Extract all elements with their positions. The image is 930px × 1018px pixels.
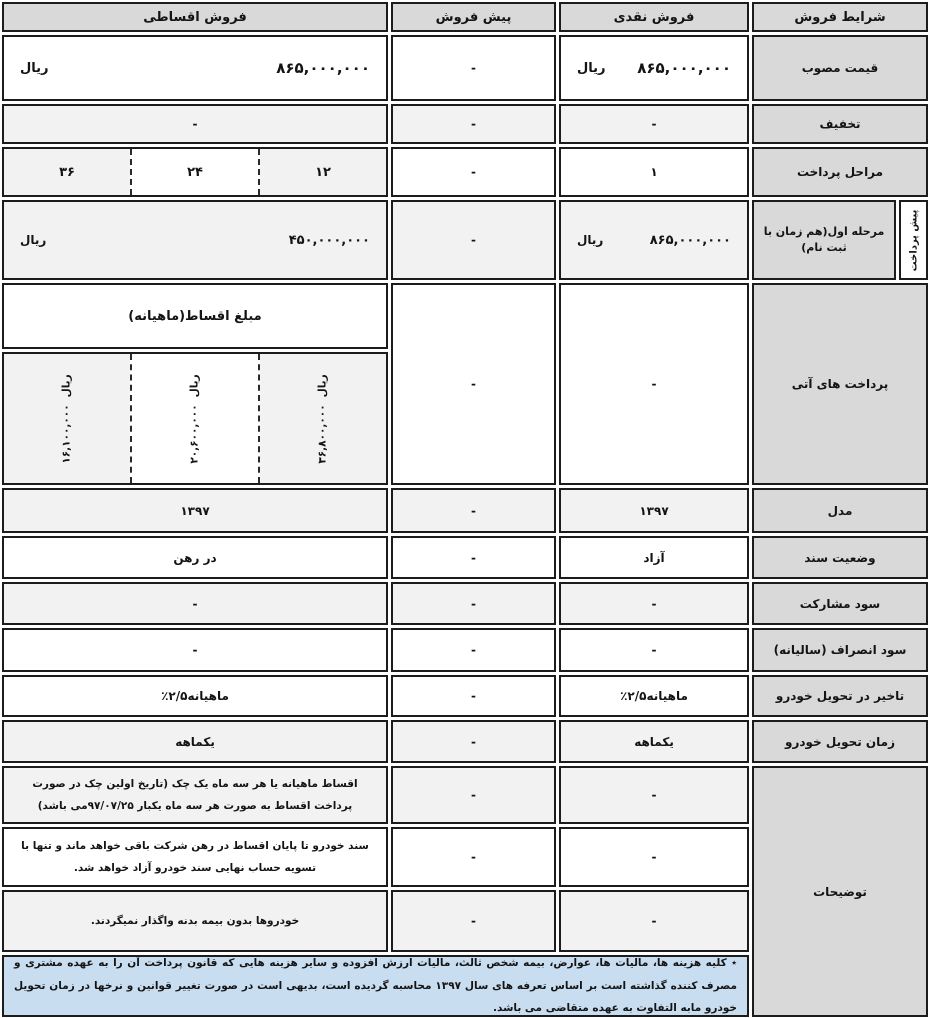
plan-12-monthly-amount	[260, 354, 386, 483]
header-presale: پیش فروش	[391, 2, 556, 32]
participation-profit-label: سود مشارکت	[752, 582, 928, 625]
participation-profit-row	[2, 582, 928, 625]
notes-area	[2, 766, 749, 1017]
participation-profit-presale: -	[391, 582, 556, 625]
down-payment-presale: -	[391, 200, 556, 280]
plan-24-monthly-amount	[130, 354, 260, 483]
delivery-time-presale: -	[391, 720, 556, 763]
currency-label: ریال	[189, 373, 202, 397]
down-payment-side-label	[899, 200, 928, 280]
future-payments-presale: -	[391, 283, 556, 485]
monthly-installment-amounts	[2, 352, 388, 485]
delivery-delay-cash	[559, 675, 749, 717]
note-1-presale: -	[391, 766, 556, 824]
document-status-presale: -	[391, 536, 556, 579]
participation-profit-cash: -	[559, 582, 749, 625]
discount-installment: -	[2, 104, 388, 144]
future-payments-installment-area	[2, 283, 388, 485]
approved-price-installment	[2, 35, 388, 101]
footnote-row	[2, 955, 749, 1017]
payment-stages-presale: -	[391, 147, 556, 197]
header-installment-sale: فروش اقساطی	[2, 2, 388, 32]
model-installment: ۱۳۹۷	[2, 488, 388, 533]
down-payment-side-label-text: پیش پرداخت	[907, 209, 919, 271]
down-payment-row	[2, 200, 928, 280]
plan-24-months: ۲۴	[130, 149, 260, 195]
payment-stages-cash: ۱	[559, 147, 749, 197]
model-presale: -	[391, 488, 556, 533]
note-2-cash: -	[559, 827, 749, 887]
future-payments-label: پرداخت های آتی	[752, 283, 928, 485]
currency-label: ریال	[20, 233, 47, 247]
currency-label: ریال	[61, 373, 74, 397]
down-payment-label: مرحله اول(هم زمان با ثبت نام)	[752, 200, 896, 280]
monthly-installment-amount-header: مبلغ اقساط(ماهیانه)	[2, 283, 388, 349]
notes-section	[2, 766, 928, 1017]
currency-label: ریال	[317, 373, 330, 397]
discount-row	[2, 104, 928, 144]
approved-price-label: قیمت مصوب	[752, 35, 928, 101]
model-label: مدل	[752, 488, 928, 533]
plan-12-amount-value: ۳۶,۸۰۰,۰۰۰	[317, 403, 330, 464]
footnote-text: ٭ کلیه هزینه ها، مالیات ها، عوارض، بیمه شخص ثالث، مالیات ارزش افزوده و سایر هزینه هایی که قانون پرداخت آن را به عهده مشتری و مصرف کننده گذاشته است بر اساس تعرفه های سال ۱۳۹۷ محاسبه گردیده است، بدیهی است در صورت تغییر قوانین و نرخها در زمان تحویل خودرو مابه التفاوت به عهده متقاضی می باشد.	[14, 957, 737, 1015]
note-1-cash: -	[559, 766, 749, 824]
down-payment-cash-amount: ۸۶۵,۰۰۰,۰۰۰	[649, 232, 731, 248]
delivery-time-installment: یکماهه	[2, 720, 388, 763]
withdrawal-profit-row	[2, 628, 928, 672]
approved-price-cash-amount: ۸۶۵,۰۰۰,۰۰۰	[637, 59, 731, 77]
participation-profit-installment: -	[2, 582, 388, 625]
note-row-1	[2, 766, 749, 824]
note-3-presale: -	[391, 890, 556, 952]
note-3-text: خودروها بدون بیمه بدنه واگذار نمیگردند.	[2, 890, 388, 952]
model-cash: ۱۳۹۷	[559, 488, 749, 533]
withdrawal-profit-cash: -	[559, 628, 749, 672]
plan-36-amount-value: ۱۶,۱۰۰,۰۰۰	[61, 403, 74, 464]
delivery-delay-installment	[2, 675, 388, 717]
currency-label: ریال	[20, 60, 49, 76]
down-payment-cash	[559, 200, 749, 280]
payment-stages-installment	[2, 147, 388, 197]
plan-36-monthly-amount	[4, 354, 130, 483]
payment-stages-row	[2, 147, 928, 197]
note-row-3	[2, 890, 749, 952]
header-row	[2, 2, 928, 32]
withdrawal-profit-label: سود انصراف (سالیانه)	[752, 628, 928, 672]
note-3-cash: -	[559, 890, 749, 952]
footnote	[2, 955, 749, 1017]
approved-price-cash	[559, 35, 749, 101]
delivery-delay-presale: -	[391, 675, 556, 717]
header-cash-sale: فروش نقدی	[559, 2, 749, 32]
document-status-label: وضعیت سند	[752, 536, 928, 579]
delivery-delay-installment-value: ٪۲/۵ماهیانه	[161, 689, 229, 703]
plan-12-months: ۱۲	[260, 149, 386, 195]
delivery-delay-label: تاخیر در تحویل خودرو	[752, 675, 928, 717]
currency-label: ریال	[577, 233, 604, 247]
header-conditions: شرایط فروش	[752, 2, 928, 32]
note-row-2	[2, 827, 749, 887]
plan-36-months: ۳۶	[4, 149, 130, 195]
delivery-delay-row	[2, 675, 928, 717]
currency-label: ریال	[577, 60, 606, 76]
approved-price-row	[2, 35, 928, 101]
future-payments-cash: -	[559, 283, 749, 485]
note-2-presale: -	[391, 827, 556, 887]
delivery-time-cash: یکماهه	[559, 720, 749, 763]
discount-cash: -	[559, 104, 749, 144]
withdrawal-profit-presale: -	[391, 628, 556, 672]
delivery-time-row	[2, 720, 928, 763]
down-payment-label-area	[752, 200, 928, 280]
note-1-text: اقساط ماهیانه یا هر سه ماه یک چک (تاریخ اولین چک در صورت پرداخت اقساط به صورت هر سه ماه یکبار ۹۷/۰۷/۲۵می باشد)	[2, 766, 388, 824]
document-status-installment: در رهن	[2, 536, 388, 579]
document-status-cash: آزاد	[559, 536, 749, 579]
future-payments-row	[2, 283, 928, 485]
notes-label: توضیحات	[752, 766, 928, 1017]
approved-price-installment-amount: ۸۶۵,۰۰۰,۰۰۰	[276, 59, 370, 77]
discount-label: تخفیف	[752, 104, 928, 144]
document-status-row	[2, 536, 928, 579]
delivery-delay-cash-value: ٪۲/۵ماهیانه	[620, 689, 688, 703]
down-payment-installment-amount: ۴۵۰,۰۰۰,۰۰۰	[288, 232, 370, 248]
payment-stages-label: مراحل پرداخت	[752, 147, 928, 197]
model-row	[2, 488, 928, 533]
plan-24-amount-value: ۲۰,۶۰۰,۰۰۰	[189, 403, 202, 464]
withdrawal-profit-installment: -	[2, 628, 388, 672]
discount-presale: -	[391, 104, 556, 144]
down-payment-installment	[2, 200, 388, 280]
delivery-time-label: زمان تحویل خودرو	[752, 720, 928, 763]
approved-price-presale: -	[391, 35, 556, 101]
note-2-text: سند خودرو تا پایان اقساط در رهن شرکت باقی خواهد ماند و تنها با تسویه حساب نهایی سند خودرو آزاد خواهد شد.	[2, 827, 388, 887]
